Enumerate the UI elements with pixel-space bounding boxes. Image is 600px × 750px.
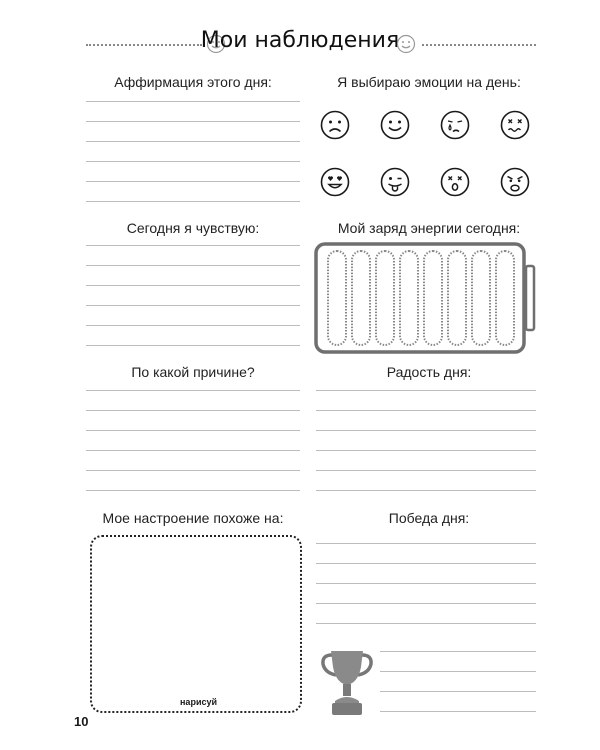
reason-line[interactable] xyxy=(86,450,300,451)
trophy-icon xyxy=(320,645,374,717)
victory-line[interactable] xyxy=(380,671,536,672)
smiley-icon xyxy=(396,34,416,54)
victory-line[interactable] xyxy=(316,623,536,624)
dizzy-face-icon[interactable] xyxy=(500,110,530,140)
affirmation-line[interactable] xyxy=(86,161,300,162)
title-rule-right xyxy=(422,44,536,46)
feeling-line[interactable] xyxy=(86,305,300,306)
affirmation-heading: Аффирмация этого дня: xyxy=(114,74,272,90)
victory-line[interactable] xyxy=(380,711,536,712)
victory-line[interactable] xyxy=(316,543,536,544)
victory-line[interactable] xyxy=(316,603,536,604)
angry-face-icon[interactable] xyxy=(500,167,530,197)
affirmation-line[interactable] xyxy=(86,101,300,102)
affirmation-line[interactable] xyxy=(86,121,300,122)
reason-line[interactable] xyxy=(86,410,300,411)
smile-face-icon[interactable] xyxy=(380,110,410,140)
reason-heading: По какой причине? xyxy=(131,364,255,380)
feeling-heading: Сегодня я чувствую: xyxy=(126,220,260,236)
affirmation-line[interactable] xyxy=(86,141,300,142)
joy-line[interactable] xyxy=(316,390,536,391)
reason-line[interactable] xyxy=(86,390,300,391)
affirmation-line[interactable] xyxy=(86,181,300,182)
tongue-face-icon[interactable] xyxy=(380,167,410,197)
reason-line[interactable] xyxy=(86,470,300,471)
reason-line[interactable] xyxy=(86,430,300,431)
victory-heading: Победа дня: xyxy=(388,510,470,526)
affirmation-line[interactable] xyxy=(86,201,300,202)
mood-drawing-area[interactable] xyxy=(90,535,302,713)
feeling-line[interactable] xyxy=(86,245,300,246)
joy-line[interactable] xyxy=(316,470,536,471)
page-title: Мои наблюдения xyxy=(200,28,400,53)
shocked-face-icon[interactable] xyxy=(440,167,470,197)
feeling-line[interactable] xyxy=(86,285,300,286)
emotions-heading: Я выбираю эмоции на день: xyxy=(337,74,521,90)
victory-line[interactable] xyxy=(380,691,536,692)
feeling-line[interactable] xyxy=(86,265,300,266)
sad-face-icon[interactable] xyxy=(320,110,350,140)
page-number: 10 xyxy=(74,714,89,729)
crying-face-icon[interactable] xyxy=(440,110,470,140)
joy-line[interactable] xyxy=(316,430,536,431)
draw-hint-label: нарисуй xyxy=(180,697,218,707)
love-face-icon[interactable] xyxy=(320,167,350,197)
mood-heading: Мое настроение похоже на: xyxy=(102,510,284,526)
victory-line[interactable] xyxy=(316,583,536,584)
joy-line[interactable] xyxy=(316,450,536,451)
joy-line[interactable] xyxy=(316,410,536,411)
joy-heading: Радость дня: xyxy=(386,364,472,380)
feeling-line[interactable] xyxy=(86,345,300,346)
energy-heading: Мой заряд энергии сегодня: xyxy=(337,220,521,236)
victory-line[interactable] xyxy=(380,651,536,652)
reason-line[interactable] xyxy=(86,490,300,491)
energy-battery[interactable] xyxy=(314,242,540,354)
feeling-line[interactable] xyxy=(86,325,300,326)
joy-line[interactable] xyxy=(316,490,536,491)
victory-line[interactable] xyxy=(316,563,536,564)
